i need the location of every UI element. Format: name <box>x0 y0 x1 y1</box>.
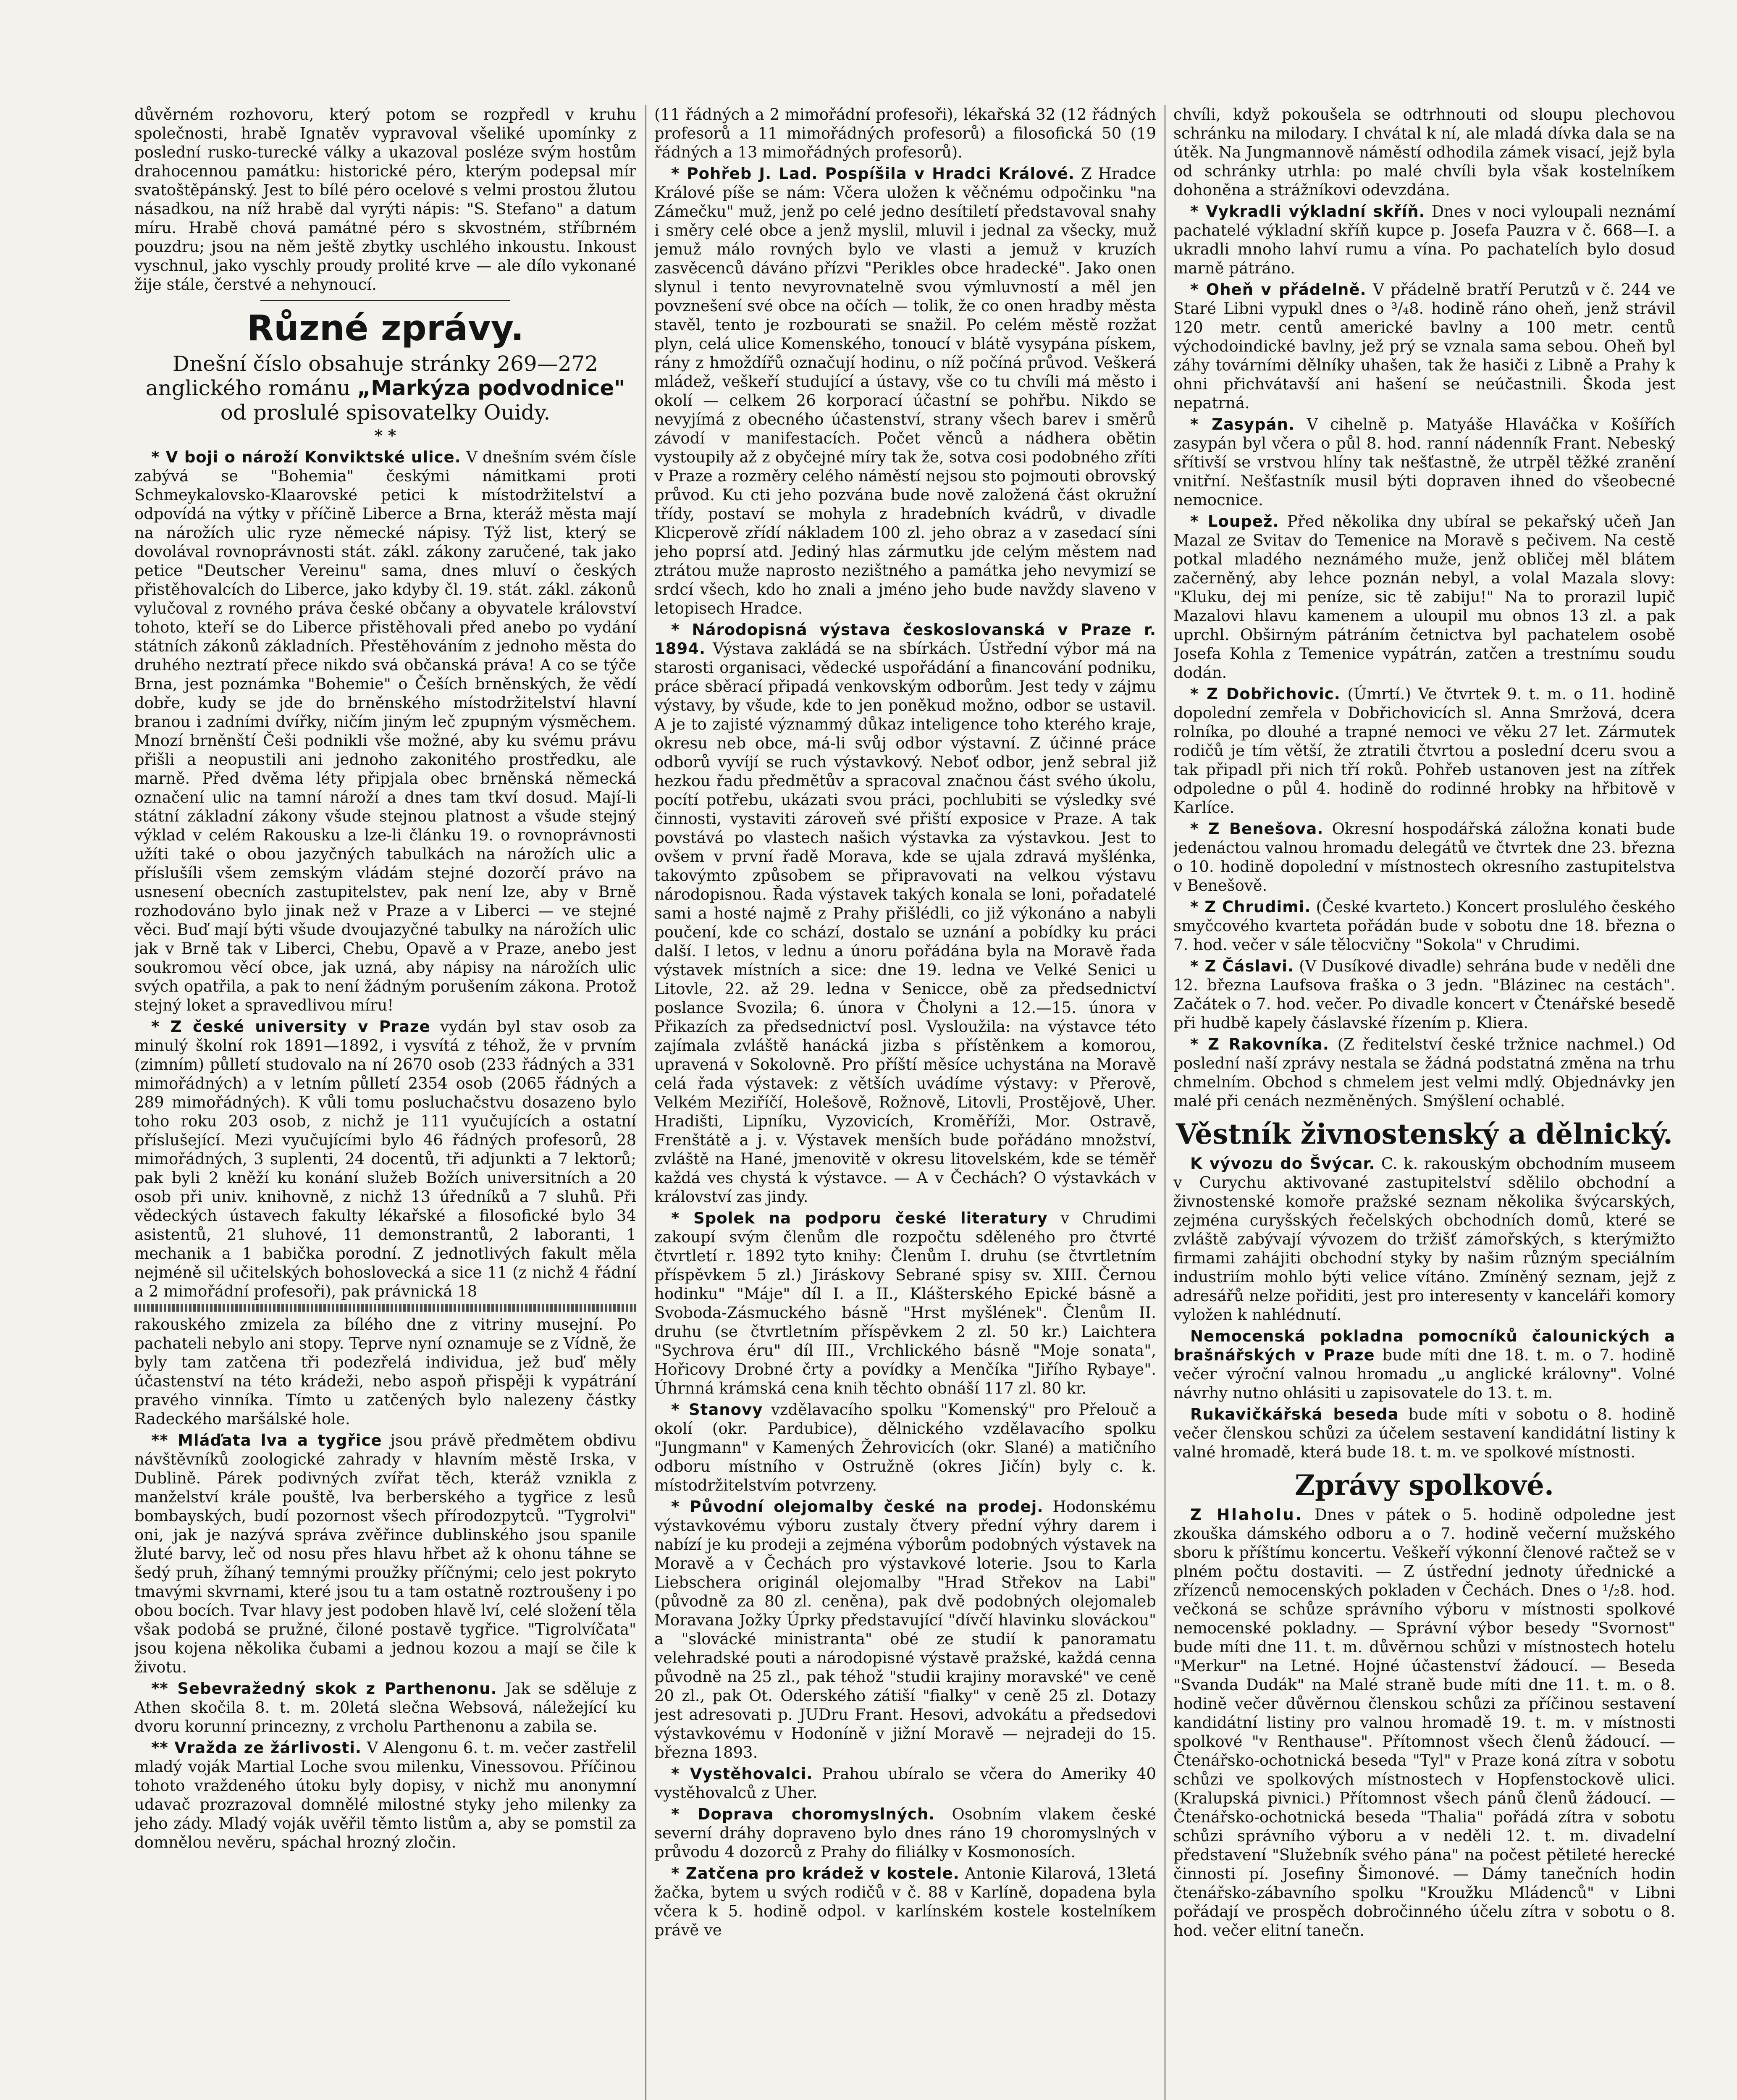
article: (11 řádných a 2 mimořádní profesoři), lékařská 32 (12 řádných profesorů a 11 mimořádných profesorů) a filosofická 50 (19 řádných a 13 mimořádných profesorů). <box>654 105 1156 161</box>
article: Z Hlaholu. Dnes v pátek o 5. hodině odpoledne jest zkouška dámského odboru a o 7. hodině večerní mužského sboru k příštímu koncertu. Veškeří výkonní členové račtež se v plném počtu dostaviti. — Z ústřední jednoty úřednické a zřízenců nemocenských pokladen v Čechách. Dnes o ¹/₂8. hod. večkoná se schůze správního výboru v místnosti spolkové nemocenské pokladny. — Správní výbor besedy "Svornost" bude míti dne 11. t. m. důvěrnou schůzi v místnostech hotelu "Merkur" na Letné. Hojné účastenství žádoucí. — Beseda "Svanda Dudák" na Malé straně bude míti dne 11. t. m. o 8. hodině večer důvěrnou členskou schůzi za příčinou sestavení kandidátní listiny pro valnou hromadě 19. t. m. v místnosti spolkové "v Renthause". Přítomnost všech členů žádoucí. — Čtenářsko-ochotnická beseda "Tyl" v Praze koná zítra v sobotu schůzi ve spolkových místnostech v Hopfenstockově ulici. (Kralupská pivnici.) Přítomnost všech pánů členů žádoucí. — Čtenářsko-ochotnická beseda "Thalia" pořádá zítra v sobotu schůzi správního výboru a v neděli 12. t. m. divadelní představení "Služebník svého pána" na počest pětileté herecké činnosti pí. Josefiny Šimonové. — Dámy tanečních hodin čtenářsko-zábavního spolku "Kroužku Mládenců" v Libni pořádají ve prospěch dobročinného účelu zítra v sobotu o 8. hod. večer elitní tanečn. <box>1173 1506 1675 1940</box>
article: Nemocenská pokladna pomocníků čalounických a brašnářských v Praze bude míti dne 18. t. m. o 7. hodině večer výroční valnou hromadu „u anglické královny". Volné návrhy nutno ohlásiti u zapisovatele do 13. t. m. <box>1173 1327 1675 1402</box>
column-3 <box>1173 105 1675 2100</box>
supplement-author: od proslulé spisovatelky Ouidy. <box>220 400 551 425</box>
column-2 <box>654 105 1156 2100</box>
article: * Pohřeb J. Lad. Pospíšila v Hradci Králové. Z Hradce Králové píše se nám: Včera uložen k věčnému odpočinku "na Zámečku" muž, jenž po celé jedno desítiletí představoval snahy i směry celé obce a jenž myslil, mluvil i jednal za všecky, muž jemuž málo rovných bylo ve vlasti a jemuž v kruzích zasvěcenců dáváno přízvi "Perikles obce hradecké". Jako onen slynul i tento nevyrovnatelně svou výmluvností a měl jen povznešení své obce na očích — tolik, že co onen hradby města stavěl, tento je rozbourati se snažil. Po celém městě rozžat plyn, celá ulice Komenského, tonoucí v blátě vysypána pískem, rány z hmoždířů označují hodinu, o níž počíná průvod. Veškerá mládež, veškeří studující a ústavy, vše co tu chvíli má město i okolí — celkem 26 korporací účastní se pohřbu. Nikdo se nevyjímá z obecného účastenství, strany všech barev i směrů závodí v manifestacích. Počet věnců a nádhera obětin vystoupily až z obyčejné míry tak že, sotva cosi podobného zříti v Praze a rozměry celého náměstí nejsou sto pojmouti obrovský průvod. Ku cti jeho pozvána bude nově založená část okružní třídy, postaví se mohyla z hradebních kvádrů, v divadle Klicperově zřídí nákladem 100 zl. jeho obraz a v zasedací síni jeho poprsí atd. Jediný hlas zármutku jde celým městem nad ztrátou muže naprosto nezištného a památka jeho nevymizí se srdcí všech, kdo ho znali a jméno jeho bude navždy slaveno v letopisech Hradce. <box>654 165 1156 617</box>
article: * Národopisná výstava českoslovanská v Praze r. 1894. Výstava zakládá se na sbírkách. Ústřední výbor má na starosti organisaci, vědecké uspořádání a financování podniku, práce sběrací připadá venkovským odborům. Jest tedy v zájmu výstavy, by všude, kde to jen poněkud možno, odbor se ustavil. A je to zajisté význammý důkaz inteligence toho kterého kraje, okresu neb obce, má-li svůj odbor výstavní. Z účinné práce odborů vyvíjí se ruch výstavkový. Neboť odbor, jenž sebral již hezkou řadu předmětův a spracoval značnou část svého úkolu, pocítí potřebu, ukázati svou práci, pochlubiti se výsledky své činnosti, vystaviti zároveň své přiští exposice v Praze. A tak povstává po vlastech našich výstavka za výstavkou. Jest to ovšem v první řadě Morava, kde se ujala zdravá myšlénka, takovýmto způsobem se připravovati na velkou výstavu národopisnou. Řada výstavek takých konala se loni, pořadatelé sami a hosté najmě z Prahy přišlédli, co již výkonáno a nabyli poučení, kde co schází, dostalo se uznání a pobídky ku práci další. I letos, v lednu a únoru pořádána byla na Moravě řada výstavek místních a sice: dne 19. ledna ve Velké Senici u Litovle, 22. až 29. ledna v Senicce, obě za předsednictví poslance Svozila; 6. února v Čholyni a 12.—15. února v Přikazích za předsednictví posl. Vysloužila: na výstavce této zajímala zvláště hanácká jizba s přístěnkem a komorou, upravená v Sokolovně. Pro příští měsíce uchystána na Moravě celá řada výstavek: z větších uvádíme výstavy: v Přerově, Velkém Meziříčí, Holešově, Rožnově, Litovli, Prostějově, Uher. Hradišti, Lipníku, Vyzovicích, Kroměříži, Mor. Ostravě, Frenštátě a j. v. Výstavek menších bude pořádáno množství, zvláště na Hané, jmenovitě v okresu litovelském, kde se téměř každá ves chystá k výstavce. — A v Čechách? O výstavkách v království zas jindy. <box>654 621 1156 1206</box>
article: * Z Benešova. Okresní hospodářská záložna konati bude jedenáctou valnou hromadu delegátů ve čtvrtek dne 23. března o 10. hodině dopolední v místnostech okresního zastupitelstva v Benešově. <box>1173 820 1675 895</box>
column-1 <box>134 105 636 2100</box>
article: * Zasypán. V cihelně p. Matyáše Hlaváčka v Košířích zasypán byl včera o půl 8. hod. ranní nádenník Frant. Nebeský sřítivší se vrstvou hlíny tak nešťastně, že utrpěl těžké zranění vnitřní. Nešťastník musil býti dopraven ihned do všeobecné nemocnice. <box>1173 415 1675 509</box>
article: rakouského zmizela za bílého dne z vitriny musejní. Po pachateli nebylo ani stopy. Teprve nyní oznamuje se z Vídně, že byly tam zatčena tři podezřelá individua, jež buď měly účastenství na této krádeži, nebo aspoň přispěji k vypátrání pravého vinníka. Tímto u zatčených bylo nalezeny částky Radeckého maršálské hole. <box>134 1315 636 1428</box>
separator <box>260 300 510 301</box>
article: * Z Čáslavi. (V Dusíkové divadle) sehrána bude v neděli dne 12. března Laufsova fraška o 3 jedn. "Blázinec na cestách". Začátek o 7. hod. večer. Po divadle koncert v Čtenářské besedě při hudbě kapely čáslavské řízením p. Kliera. <box>1173 957 1675 1032</box>
article: K vývozu do Švýcar. C. k. rakouským obchodním museem v Curychu aktivované zastupitelství sdělilo obchodní a živnostenské komoře pražské seznam několika švýcarských, zejména curyšských řečelských obchodních domů, které se zvláště zabývají vývozem do tržišť zámořských, s kterýmižto firmami zahájiti obchodní styky by našim různým speciálním industriím mohlo býti velice vítáno. Zmíněný seznam, jejž z adresářů nelze pořiditi, jest pro interesenty v kanceláři komory vyložen k nahlédnutí. <box>1173 1155 1675 1324</box>
supplement-lead: Dnešní číslo obsahuje stránky 269—272 anglického románu <box>145 352 598 400</box>
article: * Z Dobřichovic. (Úmrtí.) Ve čtvrtek 9. t. m. o 11. hodině dopolední zemřela v Dobřichovicích sl. Anna Smržová, dcera rolníka, po dlouhé a trapné nemoci ve věku 27 let. Zármutek rodičů je tím větší, že ztratili čtvrtou a poslední dceru svou a tak připadl při nich tří roků. Pohřeb ustanoven jest na zítřek odpoledne o půl 4. hodině do rodinné hrobky na hřbitově v Karlíce. <box>1173 685 1675 816</box>
article: * Oheň v přádelně. V přádelně bratří Perutzů v č. 244 ve Staré Libni vypukl dnes o ³/₄8. hodině ráno oheň, jenž strávil 120 metr. centů americké bavlny a 100 metr. centů východoindické bavlny, jež prý se vznala sama sebou. Oheň byl záhy továrními dělníky uhašen, tak že hasiči z Libně a Prahy k ohni přichvátavší ani hašení se neúčastnili. Škoda jest nepatrná. <box>1173 281 1675 412</box>
article: * V boji o nároží Konviktské ulice. V dnešním svém čísle zabývá se "Bohemia" českými námitkami proti Schmeykalovsko-Klaarovské petici k místodržitelství a odpovídá na výtky v příčině Liberce a Brna, kteráž města mají na nárožích ulic ryze německé nápisy. Týž list, který se dovolával rovnoprávnosti stát. zákl. zákony zaručené, tak jako petice "Deutscher Vereinu" sama, dnes mluví o českých přistěhovalcích do Liberce, jako kdyby čl. 19. stát. zákl. zákonů vylučoval z rovného práva české občany a obyvatele království tohoto, kteří se do Liberce přistěhovali před anebo po vydání státních zákonů základních. Přestěhováním z jednoho města do druhého neztratí přece nikdo svá občanská práva! A co se týče Brna, jest poznámka "Bohemie" o Češích brněnských, že vědí dobře, kudy se jde do brněnského místodržitelství hlavní branou i zadními dvířky, ničím jiným leč zpupným výsměchem. Mnozí brněnští Češi podnikli vše možné, aby ku svému právu přišli a neopustili ani jednoho zakonitého prostředku, ale marně. Před dvěma léty připjala obec brněnská německá označení ulic na tamní nároží a dnes tam tkví dosud. Mají-li státní základní zákony všude stejnou platnost a všude stejný výklad v celém Rakousku a lze-li článku 19. o rovnoprávnosti užíti také o obou jazyčných tabulkách na nárožích ulic a příslušíli všem zemským vládám stejné dozorčí právo na usnesení obecních zastupitelstev, pak není lze, aby v Brně rozhodováno bylo jinak než v Praze a v Liberci — ve stejné věci. Buď mají býti všude dvoujazyčné tabulky na nárožích ulic jak v Brně tak v Liberci, Chebu, Opavě a v Praze, anebo jest soukromou věcí obce, jak uzná, aby nápisy na nárožích ulic svých opatřila, a pak to není žádným porušením zákona. Protož stejný loket a spravedlivou míru! <box>134 448 636 1014</box>
article: ** Mláďata lva a tygřice jsou právě předmětem obdivu návštěvníků zoologické zahrady v hlavním městě Irska, v Dublině. Párek podivných zvířat těch, kteráž vznikla z manželství krále pouště, lva berberského a tygřice z lesů bombayských, budí pozornost všech přírodozpytců. "Tygrolvi" oni, jak je nazývá správa zvěřince dublinského jsou spanile žluté barvy, leč od nosu přes hlavu hřbet až k ohonu táhne se šedý pruh, žíhaný temnými proužky příčnými; celo jest pokryto tmavými skvrnami, které jsou tu a tam ostatně roztroušeny i po obou bocích. Tvar hlavy jest podoben hlavě lví, celé složení těla však podobá se pružné, čiloné postavě tygřice. "Tigrolvíčata" jsou kojena několika čubami a jednou kozou a mají se čile k životu. <box>134 1431 636 1676</box>
continued-article: důvěrném rozhovoru, který potom se rozpředl v kruhu společnosti, hrabě Ignatěv vypravoval všeliké upomínky z poslední rusko-turecké války a ukazoval posléze svým hostům drahocennou památku: historické péro, kterým podepsal mír svatoštěpánský. Jest to bílé péro ocelové s velmi prostou žlutou násadkou, na níž hrabě dal vyrýti nápis: "S. Stefano" a datum míru. Hrabě chová památné péro s skvostném, stříbrném pouzdru; jsou na něm ještě zbytky uschlého inkoustu. Inkoust vyschnul, jako vyschly proudy prolité krve — ale dílo vykonané žije stále, čerstvé a nehynoucí. <box>134 105 636 294</box>
column-rule <box>645 105 646 2100</box>
supplement-notice <box>134 352 636 425</box>
article: * Vystěhovalci. Prahou ubíralo se včera do Ameriky 40 vystěhovalců z Uher. <box>654 1765 1156 1802</box>
article: * Z české university v Praze vydán byl stav osob za minulý školní rok 1891—1892, i vysvítá z téhož, že v prvním (zimním) půlletí studovalo na ní 2670 osob (233 řádných a 331 mimořádných) a v letním půlletí 2354 osob (2065 řádných a 289 mimořádných). K vůli tomu posluchačstvu dosazeno bylo toho roku 203 osob, z nichž je 111 vyučujících a ostatní příslušející. Mezi vyučujícími bylo 46 řádných profesorů, 28 mimořádných, 3 suplenti, 24 docentů, tři adjunkti a 7 lektorů; pak byli 2 kněží ku konání služeb Božích universitních a 20 osob při univ. knihovně, z nichž 13 úředníků a 7 sluhů. Při vědeckých ústavech fakulty lékařské a filosofické bylo 34 asistentů, 21 sluhové, 11 demonstrantů, 2 laboranti, 1 mechanik a 1 babička porodní. Z jednotlivých fakult měla nejméně sil učitelských bohoslovecká a sice 11 (z nichž 4 řádní a 2 mimořádní profesoři), pak právnická 18 <box>134 1018 636 1300</box>
section-title-zpravy-spolkove: Zprávy spolkové. <box>1294 1469 1554 1502</box>
article: ** Vražda ze žárlivosti. V Alengonu 6. t. m. večer zastřelil mladý voják Martial Loche svou milenku, Vinessovou. Příčinou tohoto vraždeného útoku byly dopisy, v nichž mu anonymní udavač prozrazoval domnělé milostné styky jeho milenky za jeho zády. Mladý voják uvěřil těmto listům a, aby se pomstil za domnělou nevěru, spáchal hrozný zločin. <box>134 1739 636 1851</box>
section-title-ruzne-zpravy: Různé zprávy. <box>247 307 524 349</box>
article: Rukavičkářská beseda bude míti v sobotu o 8. hodině večer členskou schůzi za účelem sestavení kandidátní listiny k valné hromadě, která bude 18. t. m. ve spolkové místnosti. <box>1173 1405 1675 1461</box>
torn-strip <box>134 1304 636 1312</box>
stars-divider: * * <box>374 426 396 445</box>
article: * Z Chrudimi. (České kvarteto.) Koncert proslulého českého smyčcového kvarteta pořádán bude v sobotu dne 18. března o 7. hod. večer v sále tělocvičny "Sokola" v Chrudimi. <box>1173 898 1675 954</box>
article: * Z Rakovníka. (Z ředitelství české tržnice nachmel.) Od poslední naší zprávy nestala se žádná podstatná změna na trhu chmelním. Obchod s chmelem jest velmi mdlý. Objednávky jen malé při cenách nezměněných. Smýšlení ochablé. <box>1173 1035 1675 1110</box>
article: * Loupež. Před několika dny ubíral se pekařský učeň Jan Mazal ze Svitav do Temenice na Moravě s pečivem. Na cestě potkal mladého neznámého muže, jenž obličej měl blátem začerněný, aby lehce poznán nebyl, a volal Mazala slovy: "Kluku, dej mi peníze, sic tě zabiju!" Na to prorazil lupič Mazalovi hlavu kamenem a uloupil mu obnos 13 zl. a pak uprchl. Obširným pátráním četnictva byl pachatelem osobě Josefa Kohla z Temenice vypátrán, zatčen a trestnímu soudu dodán. <box>1173 512 1675 682</box>
article: chvíli, když pokoušela se odtrhnouti od sloupu plechovou schránku na milodary. I chvátal k ní, ale mladá dívka dala se na útěk. Na Jungmannově náměstí odhodila zámek visací, jejž byla od schránky utrhla: po malé chvíli byla však kostelníkem dohoněna a strážníkovi odevzdána. <box>1173 105 1675 199</box>
article: ** Sebevražedný skok z Parthenonu. Jak se sděluje z Athen skočila 8. t. m. 20letá slečna Websová, náležející ku dvoru korunní princezny, z vrcholu Parthenonu a zabila se. <box>134 1680 636 1735</box>
novel-title: „Markýza podvodnice" <box>357 376 625 400</box>
article: * Stanovy vzdělavacího spolku "Komenský" pro Přelouč a okolí (okr. Pardubice), dělnického vzdělavacího spolku "Jungmann" v Kamených Žehrovicích (okr. Slané) a matičního odboru místního v Ostružně (okres Jičín) byly c. k. místodržitelstvím potvrzeny. <box>654 1401 1156 1494</box>
article: * Spolek na podporu české literatury v Chrudimi zakoupí svým členům dle rozpočtu sděleného pro čtvrté čtvrtletí r. 1892 tyto knihy: Členům I. druhu (se čtvrtletním příspěvkem 5 zl.) Jiráskovy Sebrané spisy sv. XIII. Černou hodinku" "Máje" díl I. a II., Klášterského Epické básně a Svoboda-Zásmuckého básně "Hrst myšlének". Členům II. druhu (se čtvrtletním příspěvkem 2 zl. 50 kr.) Laichtera "Sychrova éru" díl III., Vrchlického básně "Moje sonata", Hořicovy Drobné črty a povídky a Menčíka "Jiřího Rybaye". Úhrnná krámská cena knih těchto obnáší 117 zl. 80 kr. <box>654 1209 1156 1397</box>
section-title-vestnik: Věstník živnostenský a dělnický. <box>1176 1118 1673 1150</box>
article: * Zatčena pro krádež v kostele. Antonie Kilarová, 13letá žačka, bytem u svých rodičů v č. 88 v Karlíně, dopadena byla včera k 5. hodině odpol. v karlínském kostele kostelníkem právě ve <box>654 1864 1156 1939</box>
article: * Doprava choromyslných. Osobním vlakem české severní dráhy dopraveno bylo dnes ráno 19 choromyslných v průvodu 4 dozorců z Prahy do filiálky v Kosmonosích. <box>654 1805 1156 1861</box>
article: * Vykradli výkladní skříň. Dnes v noci vyloupali neznámí pachatelé výkladní skříň kupce p. Josefa Pauzra v č. 668—I. a ukradli mnoho lahví rumu a vína. Po pachatelích bylo dosud marně pátráno. <box>1173 202 1675 277</box>
article: * Původní olejomalby české na prodej. Hodonskému výstavkovému výboru zustaly čtvery přední výhry darem i nabízí je ku prodeji a zejména výborům podobných výstavek na Moravě a v Čechách pro výstavkové loterie. Jsou to Karla Liebschera originál olejomalby "Hrad Střekov na Labi" (původně za 80 zl. ceněna), pak dvě podobných olejomaleb Moravana Jožky Úprky představující "dívčí hlavinku slováckou" a "slovácké ministranta" obé ze studií k panoramatu velehradské pouti a národopisné výstavě pražské, každá cenna původně na 25 zl., pak téhož "studii krajiny moravské" ve ceně 20 zl., pak Ot. Oderského zátiší "fialky" v ceně 25 zl. Dotazy jest adresovati p. JUDru Frant. Hesovi, advokátu a předsedovi výstavkovému v Hodoníně v jižní Moravě — nejradeji do 15. března 1893. <box>654 1498 1156 1761</box>
